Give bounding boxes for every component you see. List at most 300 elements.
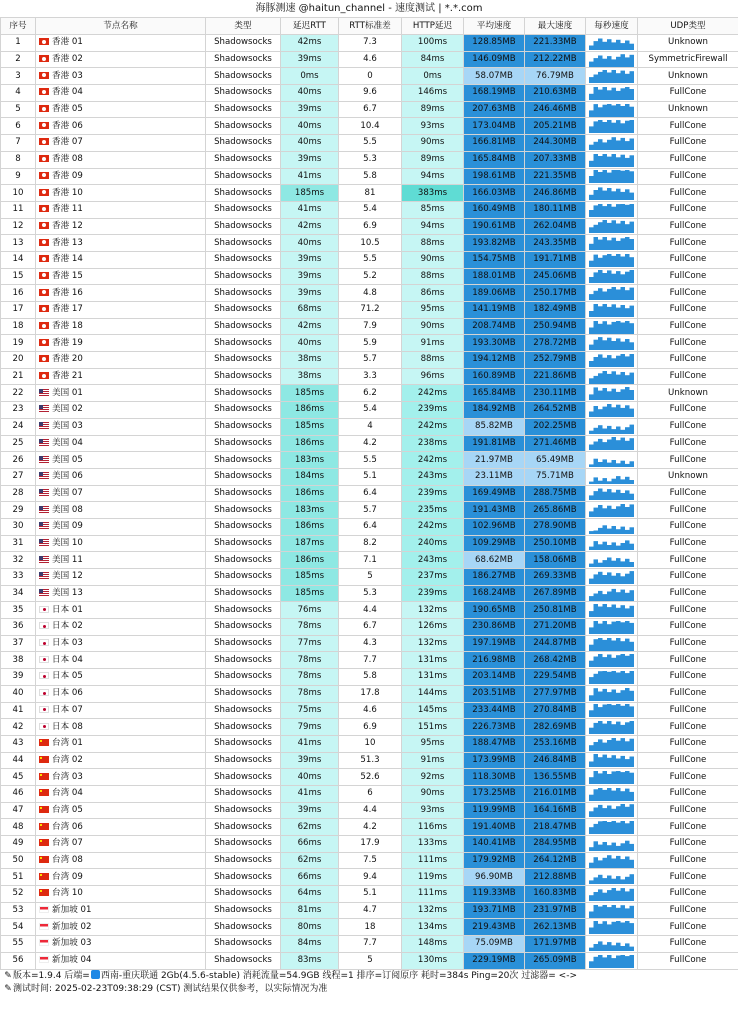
cell-rtt: 78ms xyxy=(281,685,339,702)
table-row[interactable] xyxy=(1,118,738,135)
table-row[interactable] xyxy=(1,635,738,652)
cell-http: 151ms xyxy=(402,719,464,736)
cell-id: 35 xyxy=(1,602,36,619)
sparkline-bar xyxy=(598,844,603,850)
cell-type: Shadowsocks xyxy=(206,51,281,68)
cell-max-speed: 246.84MB xyxy=(525,752,586,769)
cell-rtt: 40ms xyxy=(281,85,339,102)
table-row[interactable] xyxy=(1,836,738,853)
sparkline-bar xyxy=(625,121,630,133)
table-row[interactable] xyxy=(1,51,738,68)
cell-udp: FullCone xyxy=(638,151,738,168)
sparkline-bar xyxy=(625,237,630,250)
table-row[interactable] xyxy=(1,335,738,352)
sparkline-bar xyxy=(607,806,612,818)
cell-node-name xyxy=(36,185,206,202)
cell-type: Shadowsocks xyxy=(206,919,281,936)
sparkline-bar xyxy=(621,804,626,817)
node-name-label: 香港 13 xyxy=(52,237,83,248)
sparkline-bar xyxy=(630,590,635,601)
sparkline-bar xyxy=(594,560,599,568)
table-row[interactable] xyxy=(1,185,738,202)
cell-max-speed: 244.87MB xyxy=(525,635,586,652)
sparkline-bar xyxy=(612,842,617,850)
cell-id: 1 xyxy=(1,35,36,52)
cell-rtt-std: 5.1 xyxy=(339,886,402,903)
sparkline-bar xyxy=(603,560,608,567)
cell-rtt: 185ms xyxy=(281,185,339,202)
table-row[interactable] xyxy=(1,468,738,485)
col-header-http[interactable]: HTTP延迟 xyxy=(402,18,464,35)
table-row[interactable] xyxy=(1,769,738,786)
cell-max-speed: 229.54MB xyxy=(525,669,586,686)
per-second-sparkline xyxy=(586,185,638,202)
sparkline-bar xyxy=(603,657,608,667)
sparkline-bar xyxy=(612,821,617,834)
sparkline-bar xyxy=(621,106,626,117)
table-row[interactable] xyxy=(1,952,738,969)
sparkline-bar xyxy=(616,321,621,334)
sparkline-bar xyxy=(589,728,594,734)
cell-http: 90ms xyxy=(402,318,464,335)
sparkline-chart xyxy=(589,420,634,434)
cell-avg-speed: 198.61MB xyxy=(464,168,525,185)
table-row[interactable] xyxy=(1,485,738,502)
flag-hk-icon xyxy=(39,72,49,79)
per-second-sparkline xyxy=(586,585,638,602)
sparkline-bar xyxy=(598,805,603,817)
sparkline-bar xyxy=(621,429,626,433)
table-row[interactable] xyxy=(1,318,738,335)
sparkline-bar xyxy=(607,876,612,885)
cell-node-name xyxy=(36,251,206,268)
cell-udp: FullCone xyxy=(638,919,738,936)
cell-udp: FullCone xyxy=(638,418,738,435)
sparkline-bar xyxy=(621,390,626,401)
cell-avg-speed: 190.61MB xyxy=(464,218,525,235)
cell-max-speed: 278.90MB xyxy=(525,518,586,535)
cell-max-speed: 182.49MB xyxy=(525,302,586,319)
cell-id: 34 xyxy=(1,585,36,602)
cell-http: 131ms xyxy=(402,652,464,669)
cell-udp: FullCone xyxy=(638,619,738,636)
flag-cn-icon xyxy=(39,839,49,846)
table-row[interactable] xyxy=(1,352,738,369)
sparkline-bar xyxy=(612,576,617,584)
per-second-sparkline xyxy=(586,535,638,552)
cell-http: 96ms xyxy=(402,368,464,385)
table-row[interactable] xyxy=(1,502,738,519)
cell-id: 14 xyxy=(1,251,36,268)
sparkline-bar xyxy=(625,427,630,434)
col-header-rtt-std[interactable]: RTT标准差 xyxy=(339,18,402,35)
cell-rtt-std: 6.9 xyxy=(339,218,402,235)
table-row[interactable] xyxy=(1,68,738,85)
sparkline-bar xyxy=(594,841,599,851)
sparkline-bar xyxy=(607,624,612,634)
table-row[interactable] xyxy=(1,285,738,302)
cell-udp: FullCone xyxy=(638,735,738,752)
table-row[interactable] xyxy=(1,552,738,569)
table-row[interactable] xyxy=(1,251,738,268)
table-row[interactable] xyxy=(1,785,738,802)
cell-http: 243ms xyxy=(402,552,464,569)
cell-max-speed: 265.09MB xyxy=(525,952,586,969)
cell-id: 10 xyxy=(1,185,36,202)
sparkline-bar xyxy=(625,225,630,234)
cell-http: 239ms xyxy=(402,485,464,502)
table-row[interactable] xyxy=(1,35,738,52)
sparkline-bar xyxy=(598,671,603,684)
sparkline-bar xyxy=(616,339,621,351)
per-second-sparkline xyxy=(586,752,638,769)
sparkline-bar xyxy=(594,237,599,250)
node-name-label: 香港 01 xyxy=(52,37,83,48)
sparkline-bar xyxy=(630,409,635,417)
sparkline-bar xyxy=(625,638,630,650)
table-row[interactable] xyxy=(1,702,738,719)
node-name-label: 香港 07 xyxy=(52,137,83,148)
table-row[interactable] xyxy=(1,402,738,419)
table-row[interactable] xyxy=(1,902,738,919)
table-row[interactable] xyxy=(1,452,738,469)
cell-id: 36 xyxy=(1,619,36,636)
cell-id: 33 xyxy=(1,569,36,586)
cell-max-speed: 245.06MB xyxy=(525,268,586,285)
sparkline-bar xyxy=(589,661,594,667)
cell-node-name xyxy=(36,402,206,419)
cell-udp: FullCone xyxy=(638,752,738,769)
cell-type: Shadowsocks xyxy=(206,68,281,85)
cell-udp: Unknown xyxy=(638,468,738,485)
table-row[interactable] xyxy=(1,719,738,736)
flag-us-icon xyxy=(39,556,49,563)
table-row[interactable] xyxy=(1,752,738,769)
sparkline-bar xyxy=(612,605,617,618)
cell-max-speed: 221.35MB xyxy=(525,168,586,185)
per-second-sparkline xyxy=(586,685,638,702)
cell-rtt: 185ms xyxy=(281,585,339,602)
cell-rtt: 187ms xyxy=(281,535,339,552)
per-second-sparkline xyxy=(586,268,638,285)
sparkline-chart xyxy=(589,69,634,83)
sparkline-bar xyxy=(607,672,612,684)
sparkline-bar xyxy=(612,879,617,884)
sparkline-chart xyxy=(589,403,634,417)
sparkline-bar xyxy=(612,809,617,817)
table-row[interactable] xyxy=(1,201,738,218)
cell-avg-speed: 216.98MB xyxy=(464,652,525,669)
cell-max-speed: 246.86MB xyxy=(525,185,586,202)
cell-rtt-std: 17.9 xyxy=(339,836,402,853)
sparkline-bar xyxy=(603,878,608,884)
col-header-max-speed[interactable]: 最大速度 xyxy=(525,18,586,35)
per-second-sparkline xyxy=(586,902,638,919)
sparkline-bar xyxy=(607,907,612,918)
sparkline-bar xyxy=(616,529,621,534)
sparkline-bar xyxy=(621,671,626,684)
per-second-sparkline xyxy=(586,402,638,419)
sparkline-bar xyxy=(612,407,617,417)
per-second-sparkline xyxy=(586,785,638,802)
flag-hk-icon xyxy=(39,355,49,362)
cell-node-name xyxy=(36,769,206,786)
table-row[interactable] xyxy=(1,151,738,168)
table-row[interactable] xyxy=(1,168,738,185)
sparkline-bar xyxy=(616,955,621,968)
table-row[interactable] xyxy=(1,819,738,836)
sparkline-bar xyxy=(603,771,608,784)
cell-http: 88ms xyxy=(402,235,464,252)
per-second-sparkline xyxy=(586,518,638,535)
table-row[interactable] xyxy=(1,268,738,285)
cell-avg-speed: 160.49MB xyxy=(464,201,525,218)
cell-udp: FullCone xyxy=(638,685,738,702)
flag-hk-icon xyxy=(39,55,49,62)
cell-rtt-std: 0 xyxy=(339,68,402,85)
sparkline-bar xyxy=(612,888,617,901)
cell-udp: FullCone xyxy=(638,435,738,452)
cell-http: 131ms xyxy=(402,669,464,686)
sparkline-bar xyxy=(589,210,594,217)
sparkline-bar xyxy=(616,807,621,818)
flag-hk-icon xyxy=(39,105,49,112)
cell-rtt-std: 5.7 xyxy=(339,502,402,519)
sparkline-bar xyxy=(589,228,594,234)
cell-id: 24 xyxy=(1,418,36,435)
cell-id: 25 xyxy=(1,435,36,452)
cell-rtt: 186ms xyxy=(281,485,339,502)
cell-udp: FullCone xyxy=(638,635,738,652)
cell-max-speed: 205.21MB xyxy=(525,118,586,135)
sparkline-bar xyxy=(621,641,626,651)
sparkline-bar xyxy=(594,921,599,934)
cell-max-speed: 191.71MB xyxy=(525,251,586,268)
sparkline-bar xyxy=(589,578,594,583)
cell-rtt: 185ms xyxy=(281,385,339,402)
table-row[interactable] xyxy=(1,385,738,402)
sparkline-bar xyxy=(589,928,594,935)
sparkline-bar xyxy=(630,390,635,400)
cell-max-speed: 243.35MB xyxy=(525,235,586,252)
sparkline-bar xyxy=(598,90,603,100)
flag-hk-icon xyxy=(39,305,49,312)
cell-avg-speed: 21.97MB xyxy=(464,452,525,469)
cell-id: 40 xyxy=(1,685,36,702)
cell-id: 31 xyxy=(1,535,36,552)
sparkline-bar xyxy=(612,460,617,467)
per-second-sparkline xyxy=(586,51,638,68)
col-header-type[interactable]: 类型 xyxy=(206,18,281,35)
per-second-sparkline xyxy=(586,735,638,752)
sparkline-bar xyxy=(621,622,626,634)
cell-avg-speed: 191.40MB xyxy=(464,819,525,836)
cell-type: Shadowsocks xyxy=(206,619,281,636)
sparkline-bar xyxy=(625,205,630,217)
sparkline-bar xyxy=(616,506,621,517)
flag-us-icon xyxy=(39,472,49,479)
cell-type: Shadowsocks xyxy=(206,552,281,569)
sparkline-bar xyxy=(621,706,626,717)
sparkline-chart xyxy=(589,904,634,918)
table-row[interactable] xyxy=(1,518,738,535)
cell-udp: FullCone xyxy=(638,785,738,802)
cell-rtt: 40ms xyxy=(281,135,339,152)
cell-type: Shadowsocks xyxy=(206,118,281,135)
sparkline-bar xyxy=(603,304,608,317)
sparkline-bar xyxy=(598,373,603,384)
sparkline-bar xyxy=(630,527,635,534)
sparkline-bar xyxy=(630,874,635,884)
table-row[interactable] xyxy=(1,85,738,102)
table-row[interactable] xyxy=(1,936,738,953)
table-row[interactable] xyxy=(1,569,738,586)
node-name-label: 日本 06 xyxy=(52,688,83,699)
table-row[interactable] xyxy=(1,218,738,235)
table-row[interactable] xyxy=(1,435,738,452)
table-row[interactable] xyxy=(1,652,738,669)
cell-id: 47 xyxy=(1,802,36,819)
table-row[interactable] xyxy=(1,852,738,869)
cell-node-name xyxy=(36,719,206,736)
table-row[interactable] xyxy=(1,735,738,752)
cell-udp: FullCone xyxy=(638,819,738,836)
table-row[interactable] xyxy=(1,368,738,385)
sparkline-bar xyxy=(603,191,608,200)
cell-rtt-std: 7.3 xyxy=(339,35,402,52)
col-header-name[interactable]: 节点名称 xyxy=(36,18,206,35)
cell-node-name xyxy=(36,619,206,636)
cell-http: 90ms xyxy=(402,785,464,802)
cell-udp: FullCone xyxy=(638,352,738,369)
col-header-avg-speed[interactable]: 平均速度 xyxy=(464,18,525,35)
table-row[interactable] xyxy=(1,685,738,702)
sparkline-bar xyxy=(630,606,635,617)
cell-http: 89ms xyxy=(402,101,464,118)
cell-type: Shadowsocks xyxy=(206,785,281,802)
sparkline-bar xyxy=(625,57,630,67)
sparkline-bar xyxy=(589,430,594,433)
cell-id: 7 xyxy=(1,135,36,152)
table-row[interactable] xyxy=(1,602,738,619)
sparkline-bar xyxy=(589,411,594,417)
cell-rtt-std: 4.4 xyxy=(339,602,402,619)
cell-type: Shadowsocks xyxy=(206,585,281,602)
cell-avg-speed: 190.65MB xyxy=(464,602,525,619)
table-row[interactable] xyxy=(1,135,738,152)
cell-max-speed: 212.22MB xyxy=(525,51,586,68)
sparkline-bar xyxy=(607,558,612,568)
cell-udp: FullCone xyxy=(638,118,738,135)
sparkline-bar xyxy=(612,905,617,918)
sparkline-bar xyxy=(616,621,621,634)
table-row[interactable] xyxy=(1,418,738,435)
cell-udp: FullCone xyxy=(638,886,738,903)
per-second-sparkline xyxy=(586,352,638,369)
sparkline-bar xyxy=(603,809,608,818)
table-row[interactable] xyxy=(1,919,738,936)
col-header-per-second[interactable]: 每秒速度 xyxy=(586,18,638,35)
col-header-id[interactable]: 序号 xyxy=(1,18,36,35)
sparkline-chart xyxy=(589,303,634,317)
cell-http: 0ms xyxy=(402,68,464,85)
node-name-label: 美国 10 xyxy=(52,537,83,548)
cell-rtt-std: 5.8 xyxy=(339,669,402,686)
cell-type: Shadowsocks xyxy=(206,685,281,702)
node-name-label: 香港 15 xyxy=(52,270,83,281)
cell-rtt: 42ms xyxy=(281,218,339,235)
sparkline-bar xyxy=(616,476,621,484)
speedtest-table xyxy=(0,17,738,970)
table-row[interactable] xyxy=(1,101,738,118)
col-header-rtt[interactable]: 延迟RTT xyxy=(281,18,339,35)
per-second-sparkline xyxy=(586,85,638,102)
sparkline-bar xyxy=(612,588,617,600)
sparkline-bar xyxy=(630,288,635,300)
cell-max-speed: 267.89MB xyxy=(525,585,586,602)
sparkline-bar xyxy=(612,170,617,183)
cell-type: Shadowsocks xyxy=(206,302,281,319)
table-row[interactable] xyxy=(1,535,738,552)
sparkline-bar xyxy=(607,289,612,300)
sparkline-bar xyxy=(589,45,594,50)
sparkline-bar xyxy=(607,572,612,584)
sparkline-bar xyxy=(603,857,608,867)
cell-avg-speed: 188.47MB xyxy=(464,735,525,752)
sparkline-bar xyxy=(607,942,612,951)
sparkline-bar xyxy=(616,405,621,417)
table-row[interactable] xyxy=(1,585,738,602)
sparkline-bar xyxy=(589,311,594,317)
cell-type: Shadowsocks xyxy=(206,368,281,385)
per-second-sparkline xyxy=(586,468,638,485)
sparkline-bar xyxy=(612,526,617,534)
cell-id: 43 xyxy=(1,735,36,752)
flag-us-icon xyxy=(39,506,49,513)
sparkline-bar xyxy=(607,704,612,717)
table-row[interactable] xyxy=(1,802,738,819)
table-row[interactable] xyxy=(1,869,738,886)
cell-max-speed: 231.97MB xyxy=(525,902,586,919)
sparkline-bar xyxy=(621,772,626,784)
sparkline-bar xyxy=(594,639,599,651)
flag-hk-icon xyxy=(39,155,49,162)
table-row[interactable] xyxy=(1,619,738,636)
sparkline-bar xyxy=(630,504,635,517)
sparkline-bar xyxy=(612,622,617,634)
sparkline-bar xyxy=(598,462,603,467)
sparkline-bar xyxy=(621,654,626,667)
table-row[interactable] xyxy=(1,235,738,252)
cell-node-name xyxy=(36,585,206,602)
cell-rtt-std: 7.5 xyxy=(339,852,402,869)
sparkline-bar xyxy=(603,104,608,116)
node-name-label: 美国 11 xyxy=(52,554,83,565)
sparkline-bar xyxy=(625,722,630,734)
sparkline-bar xyxy=(594,808,599,818)
sparkline-bar xyxy=(612,671,617,684)
sparkline-bar xyxy=(612,321,617,333)
table-row[interactable] xyxy=(1,302,738,319)
table-row[interactable] xyxy=(1,886,738,903)
sparkline-bar xyxy=(625,609,630,618)
flag-cn-icon xyxy=(39,739,49,746)
table-row[interactable] xyxy=(1,669,738,686)
cell-max-speed: 216.01MB xyxy=(525,785,586,802)
sparkline-chart xyxy=(589,803,634,817)
col-header-udp[interactable]: UDP类型 xyxy=(638,18,738,35)
cell-http: 145ms xyxy=(402,702,464,719)
